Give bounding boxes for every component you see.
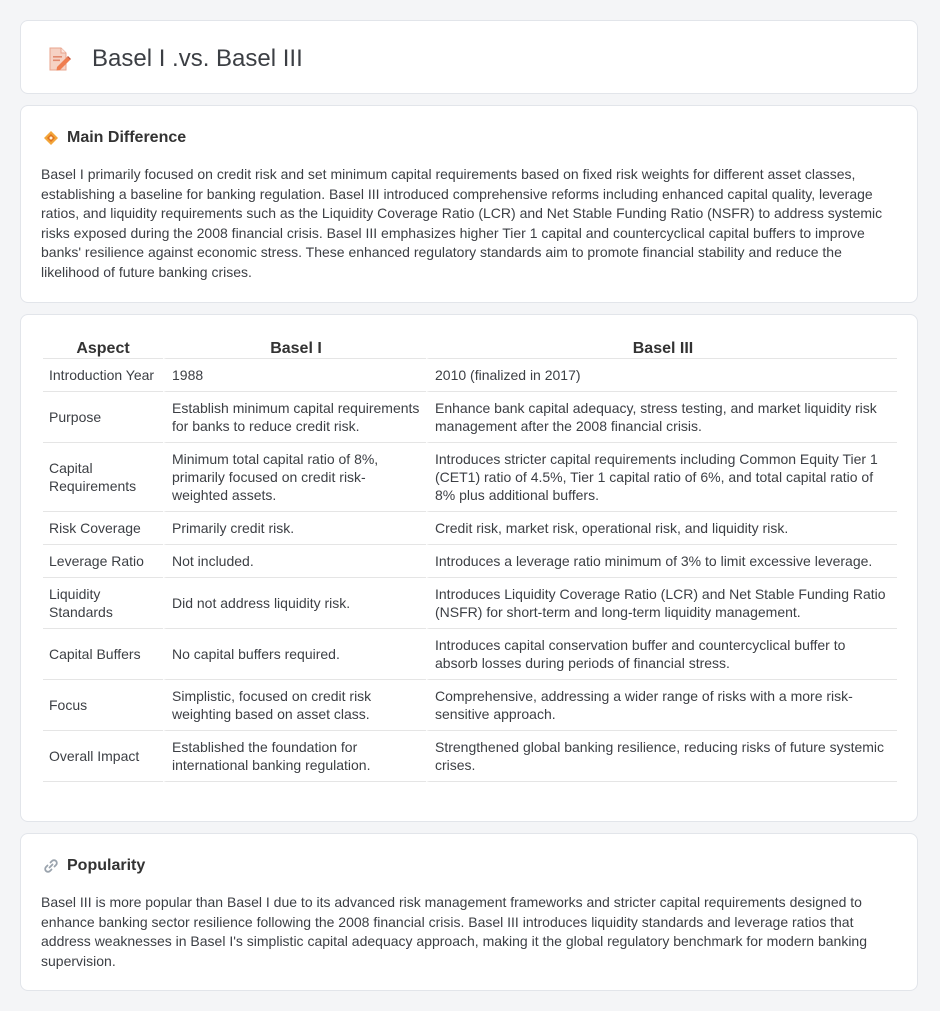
header-basel-iii: Basel III [426,335,897,359]
row-basel-iii: Introduces Liquidity Coverage Ratio (LCR) and Net Stable Funding Ratio (NSFR) for short-term and long-term liquidity management. [426,578,897,629]
row-aspect: Risk Coverage [43,512,163,545]
row-aspect: Capital Buffers [43,629,163,680]
row-basel-i: 1988 [163,359,426,392]
document-pencil-icon [45,45,73,73]
row-aspect: Capital Requirements [43,443,163,512]
header-basel-i: Basel I [163,335,426,359]
popularity-title: Popularity [67,857,146,874]
row-basel-iii: Introduces stricter capital requirements including Common Equity Tier 1 (CET1) ratio of 4.5%, Tier 1 capital ratio of 6%, and total capital ratio of 8% plus additional buffers. [426,443,897,512]
row-basel-iii: Introduces capital conservation buffer and countercyclical buffer to absorb losses during periods of financial stress. [426,629,897,680]
row-aspect: Purpose [43,392,163,443]
row-basel-i: No capital buffers required. [163,629,426,680]
table-row [43,680,897,731]
row-aspect: Introduction Year [43,359,163,392]
row-aspect: Leverage Ratio [43,545,163,578]
row-basel-i: Primarily credit risk. [163,512,426,545]
main-difference-card [20,105,918,303]
header-aspect: Aspect [43,335,163,359]
table-row [43,629,897,680]
row-aspect: Focus [43,680,163,731]
row-aspect: Overall Impact [43,731,163,782]
row-basel-i: Established the foundation for international banking regulation. [163,731,426,782]
main-difference-heading [43,128,186,148]
page-title: Basel I .vs. Basel III [92,45,303,72]
table-row [43,443,897,512]
table-header-row [43,335,897,359]
comparison-table [43,335,897,782]
table-row [43,545,897,578]
popularity-heading [43,856,145,876]
table-row [43,512,897,545]
table-row [43,731,897,782]
main-difference-title: Main Difference [67,129,187,146]
popularity-text: Basel III is more popular than Basel I due to its advanced risk management frameworks and stricter capital requirements designed to enhance banking sector resilience following the 2008 financial crisis. Basel III introduces liquidity standards and leverage ratios that address weaknesses in Basel I's simplistic capital adequacy approach, making it the global regulatory benchmark for modern banking supervision. [41,894,867,969]
row-basel-iii: Introduces a leverage ratio minimum of 3% to limit excessive leverage. [426,545,897,578]
link-icon [43,858,59,874]
table-row [43,578,897,629]
comparison-card [20,314,918,822]
row-basel-i: Did not address liquidity risk. [163,578,426,629]
diamond-icon [43,130,59,146]
row-basel-iii: Strengthened global banking resilience, reducing risks of future systemic crises. [426,731,897,782]
row-basel-i: Establish minimum capital requirements for banks to reduce credit risk. [163,392,426,443]
row-basel-i: Simplistic, focused on credit risk weighting based on asset class. [163,680,426,731]
row-basel-iii: Comprehensive, addressing a wider range of risks with a more risk-sensitive approach. [426,680,897,731]
row-basel-i: Not included. [163,545,426,578]
row-basel-iii: Credit risk, market risk, operational risk, and liquidity risk. [426,512,897,545]
main-difference-text: Basel I primarily focused on credit risk and set minimum capital requirements based on fixed risk weights for different asset classes, establishing a baseline for banking regulation. Basel III introduced comprehensive reforms including enhanced capital quality, leverage ratios, and liquidity requirements such as the Liquidity Coverage Ratio (LCR) and Net Stable Funding Ratio (NSFR) to address systemic risks exposed during the 2008 financial crisis. Basel III emphasizes higher Tier 1 capital and countercyclical capital buffers to improve banks' resilience against economic stress. These enhanced regulatory standards aim to promote financial stability and reduce the likelihood of future banking crises. [41,166,883,280]
header-card [20,20,918,94]
row-basel-i: Minimum total capital ratio of 8%, primarily focused on credit risk-weighted assets. [163,443,426,512]
row-basel-iii: Enhance bank capital adequacy, stress testing, and market liquidity risk management after the 2008 financial crisis. [426,392,897,443]
table-row [43,392,897,443]
row-basel-iii: 2010 (finalized in 2017) [426,359,897,392]
table-row [43,359,897,392]
popularity-card [20,833,918,991]
row-aspect: Liquidity Standards [43,578,163,629]
